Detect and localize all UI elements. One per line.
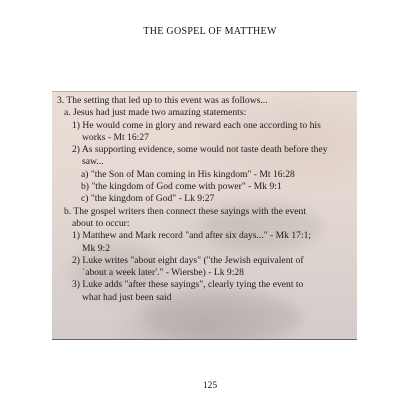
outline-point-3a2: 2) As supporting evidence, some would not taste death before they (72, 144, 328, 156)
outline-point-3b2: 2) Luke writes "about eight days" ("the Jewish equivalent of (72, 254, 304, 266)
outline-point-3b: b. The gospel writers then connect these sayings with the event (64, 205, 307, 217)
slide-image (52, 91, 357, 340)
outline-point-3a2a: a) "the Son of Man coming in His kingdom" - Mt 16:28 (81, 168, 295, 180)
outline-point-3b1: 1) Matthew and Mark record "and after six days..." - Mk 17:1; (72, 230, 312, 242)
outline-point-3b1-cont: Mk 9:2 (82, 242, 110, 254)
outline-point-3a2-cont: saw... (82, 156, 104, 168)
outline-point-3a1: 1) He would come in glory and reward each one according to his (72, 119, 321, 131)
slide-outline (57, 95, 355, 304)
outline-point-3b2-cont: `about a week later'." - Wiersbe) - Lk 9:28 (82, 267, 244, 279)
outline-point-3a1-cont: works - Mt 16:27 (82, 131, 149, 143)
outline-point-3a2b: b) "the kingdom of God come with power" - Mk 9:1 (81, 181, 282, 193)
outline-point-3a2c: c) "the kingdom of God" - Lk 9:27 (81, 193, 215, 205)
page-header-title: THE GOSPEL OF MATTHEW (143, 26, 277, 37)
page-number: 125 (202, 381, 218, 391)
outline-point-3b3: 3) Luke adds "after these sayings", clearly tying the event to (72, 279, 304, 291)
outline-point-3b-cont: about to occur: (72, 217, 130, 229)
outline-point-3a: a. Jesus had just made two amazing statements: (64, 107, 247, 119)
outline-point-3b3-cont: what had just been said (82, 291, 172, 303)
outline-point-3: 3. The setting that led up to this event was as follows... (57, 95, 268, 106)
